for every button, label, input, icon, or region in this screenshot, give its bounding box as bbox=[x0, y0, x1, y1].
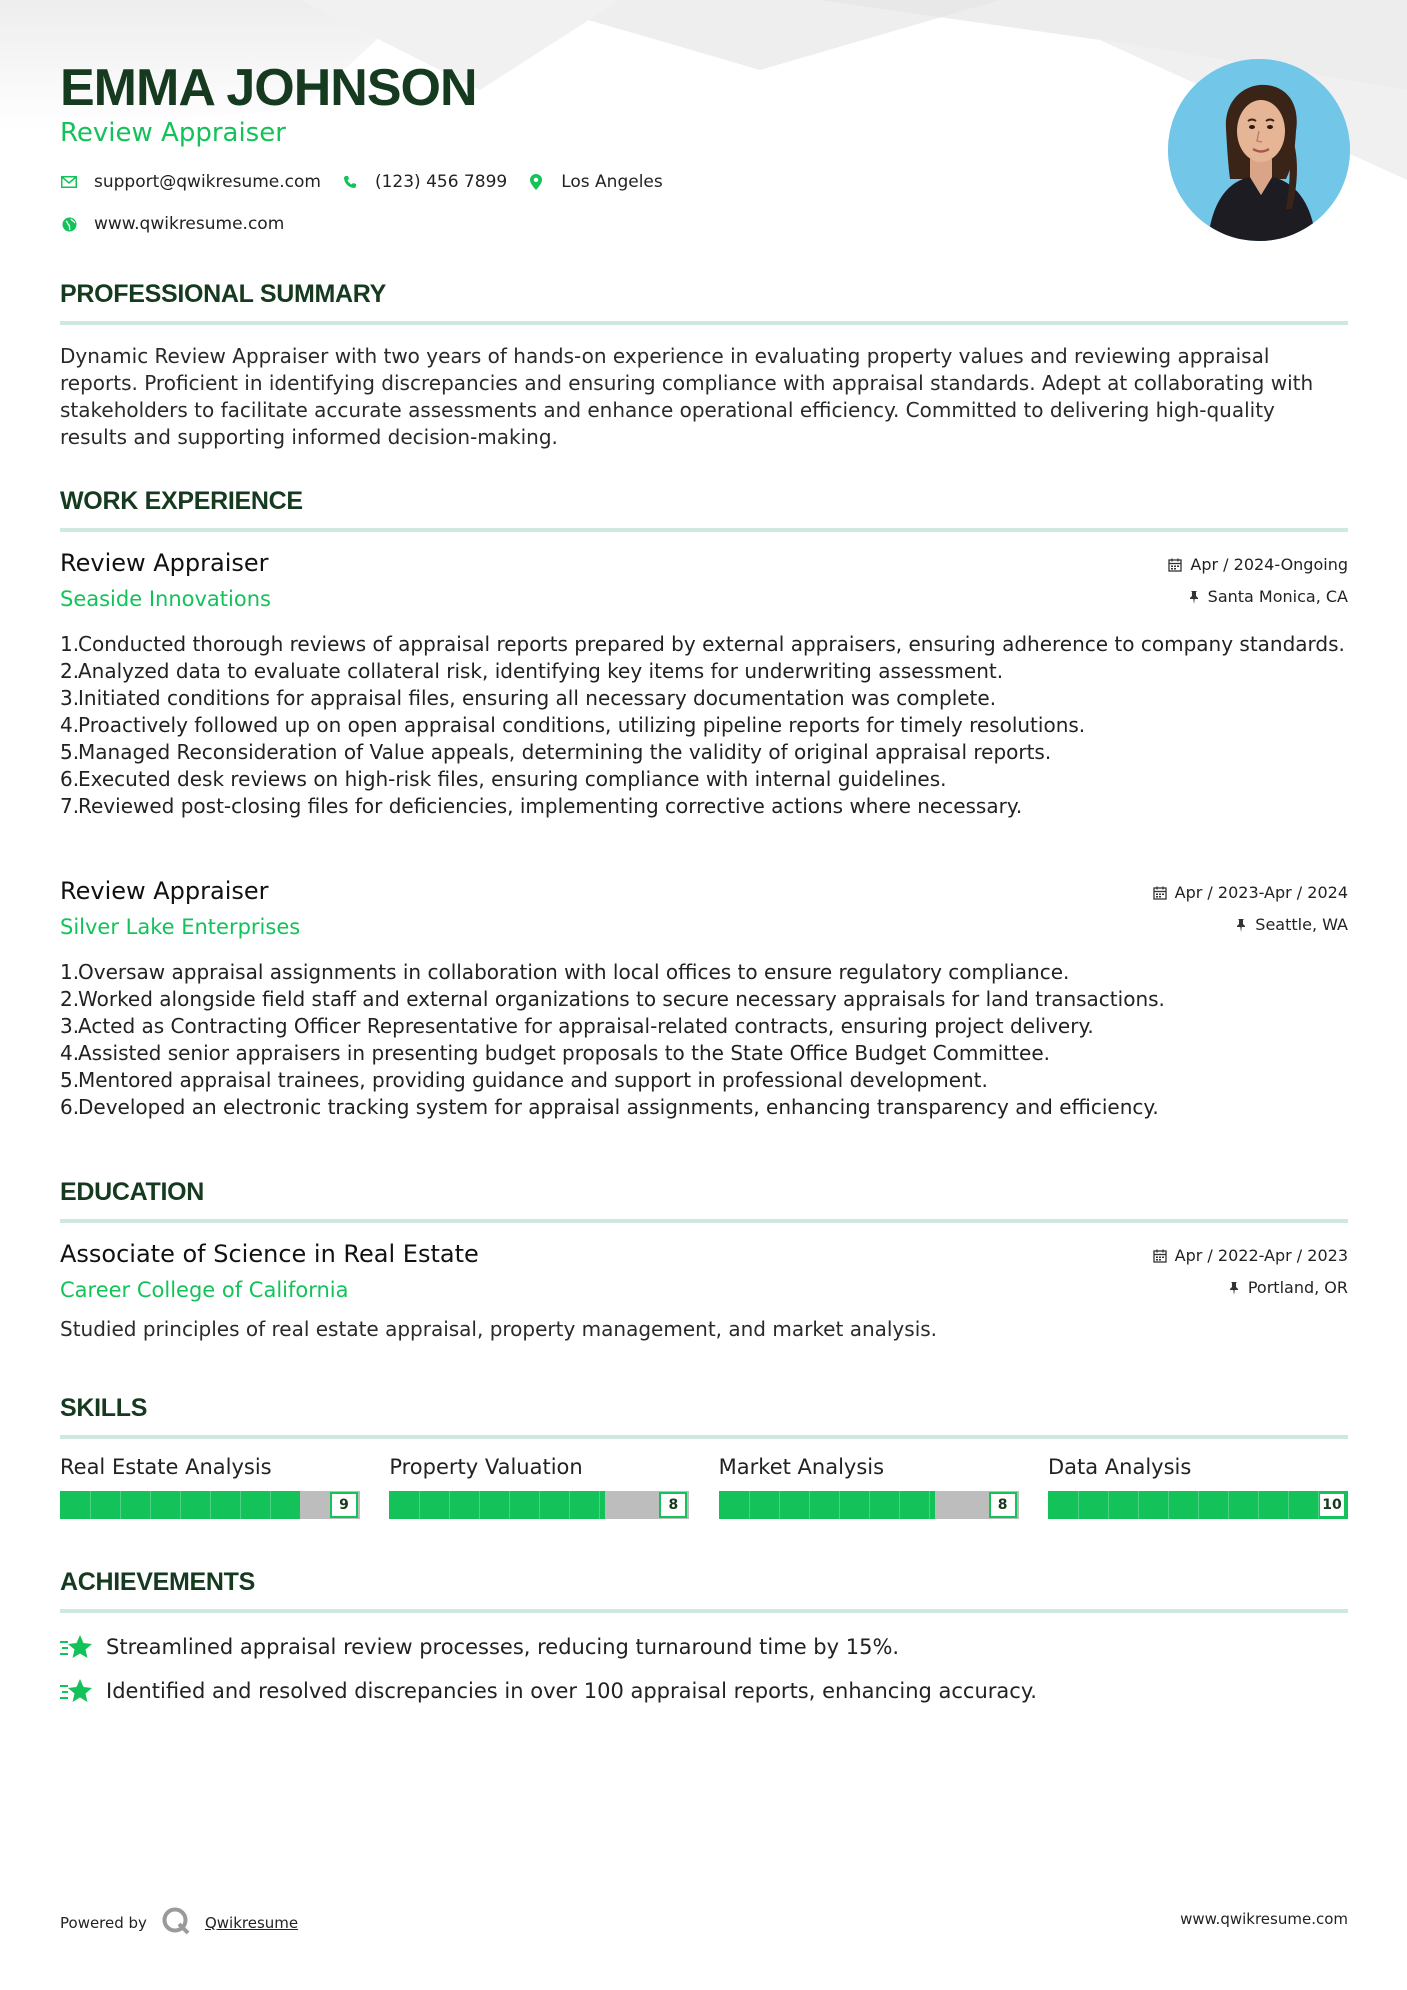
skill-score: 8 bbox=[659, 1492, 687, 1518]
job-bullets bbox=[60, 959, 1348, 1121]
qwikresume-link[interactable]: Qwikresume bbox=[204, 1914, 299, 1932]
skill-bar-segment bbox=[1108, 1491, 1109, 1519]
achievement-text: Identified and resolved discrepancies in over 100 appraisal reports, enhancing accuracy. bbox=[106, 1679, 1037, 1703]
skill-bar-segment bbox=[90, 1491, 91, 1519]
education-date-text: Apr / 2022-Apr / 2023 bbox=[1174, 1246, 1348, 1265]
list-item: 2. Worked alongside field staff and external organizations to secure necessary appraisals for land transactions. bbox=[60, 987, 1165, 1011]
skill-score: 9 bbox=[330, 1492, 358, 1518]
degree-title: Associate of Science in Real Estate bbox=[60, 1240, 479, 1268]
achievements-section bbox=[60, 1568, 1348, 1713]
job-date-text: Apr / 2023-Apr / 2024 bbox=[1174, 883, 1348, 902]
list-item: 6. Developed an electronic tracking system for appraisal assignments, enhancing transparency and efficiency. bbox=[60, 1095, 1159, 1119]
skill-name: Data Analysis bbox=[1047, 1455, 1192, 1479]
skill-bar-segment bbox=[929, 1491, 930, 1519]
job-location bbox=[1235, 915, 1348, 934]
skill-bar-segment bbox=[1168, 1491, 1169, 1519]
skill-bar-segment bbox=[210, 1491, 211, 1519]
skill-bar-fill bbox=[719, 1491, 935, 1519]
calendar-icon bbox=[1153, 1249, 1167, 1263]
skill-score: 8 bbox=[989, 1492, 1017, 1518]
skill-score: 10 bbox=[1318, 1492, 1346, 1518]
website-row bbox=[60, 214, 304, 234]
skill-bar-segment bbox=[1228, 1491, 1229, 1519]
skill-bar-segment bbox=[1198, 1491, 1199, 1519]
list-item: 6. Executed desk reviews on high-risk files, ensuring compliance with internal guidelines. bbox=[60, 767, 947, 791]
skill-bar-segment bbox=[419, 1491, 420, 1519]
skill-name: Real Estate Analysis bbox=[60, 1455, 272, 1479]
location-contact bbox=[527, 172, 663, 192]
list-item: 4. Proactively followed up on open appraisal conditions, utilizing pipeline reports for timely resolutions. bbox=[60, 713, 1086, 737]
pushpin-icon bbox=[1235, 918, 1247, 932]
powered-by-label: Powered by bbox=[60, 1914, 147, 1932]
job-company: Silver Lake Enterprises bbox=[60, 915, 301, 939]
list-item: 3. Acted as Contracting Officer Representative for appraisal-related contracts, ensuring project delivery. bbox=[60, 1014, 1094, 1038]
list-item: 5. Managed Reconsideration of Value appeals, determining the validity of original appraisal reports. bbox=[60, 740, 1052, 764]
skill-bar-segment bbox=[1258, 1491, 1259, 1519]
contact-row bbox=[60, 172, 683, 192]
skill-bar-segment bbox=[150, 1491, 151, 1519]
achievement-text: Streamlined appraisal review processes, reducing turnaround time by 15%. bbox=[106, 1635, 900, 1659]
education-location bbox=[1228, 1278, 1348, 1297]
list-item: 3. Initiated conditions for appraisal files, ensuring all necessary documentation was complete. bbox=[60, 686, 997, 710]
skill-bar-segment bbox=[1318, 1491, 1319, 1519]
star-icon bbox=[60, 1676, 92, 1706]
school-name: Career College of California bbox=[60, 1278, 349, 1302]
powered-by bbox=[60, 1906, 298, 1940]
globe-icon bbox=[60, 215, 78, 233]
job-company: Seaside Innovations bbox=[60, 587, 271, 611]
job-title: Review Appraiser bbox=[60, 549, 269, 577]
phone-contact[interactable] bbox=[341, 172, 507, 192]
skill-bar-segment bbox=[539, 1491, 540, 1519]
pushpin-icon bbox=[1188, 590, 1200, 604]
footer bbox=[60, 1900, 1348, 1940]
skill-bar-segment bbox=[1078, 1491, 1079, 1519]
location-text: Los Angeles bbox=[561, 172, 663, 192]
skills-section bbox=[60, 1394, 1348, 1519]
experience-section bbox=[60, 487, 1348, 532]
skill-bar-segment bbox=[120, 1491, 121, 1519]
qwikresume-logo-icon bbox=[161, 1906, 191, 1940]
skill-item bbox=[389, 1455, 689, 1519]
candidate-title: Review Appraiser bbox=[60, 118, 286, 148]
pushpin-icon bbox=[1228, 1281, 1240, 1295]
job-location bbox=[1188, 587, 1348, 606]
summary-text: Dynamic Review Appraiser with two years of hands-on experience in evaluating property values and reviewing appraisal reports. Proficient in identifying discrepancies and ensuring compliance with appraisal standards. Adept at collaborating with stakeholders to facilitate accurate assessments and enhance operational efficiency. Committed to delivering high-quality results and supporting informed decision-making. bbox=[60, 344, 1314, 449]
achievements-heading: ACHIEVEMENTS bbox=[60, 1568, 256, 1596]
education-heading: EDUCATION bbox=[60, 1178, 205, 1206]
star-icon bbox=[60, 1632, 92, 1662]
job-location-text: Santa Monica, CA bbox=[1207, 587, 1348, 606]
profile-photo bbox=[1168, 59, 1350, 241]
skill-bar-segment bbox=[1138, 1491, 1139, 1519]
candidate-name: EMMA JOHNSON bbox=[60, 59, 477, 117]
job-bullets bbox=[60, 631, 1348, 820]
summary-heading: PROFESSIONAL SUMMARY bbox=[60, 280, 386, 308]
skill-bar-segment bbox=[899, 1491, 900, 1519]
skills-list bbox=[60, 1455, 1348, 1519]
skill-bar bbox=[60, 1491, 360, 1519]
skill-bar-segment bbox=[599, 1491, 600, 1519]
section-divider bbox=[60, 321, 1348, 325]
section-divider bbox=[60, 1219, 1348, 1223]
phone-icon bbox=[341, 173, 359, 191]
calendar-icon bbox=[1168, 558, 1182, 572]
achievements-list bbox=[60, 1625, 1348, 1713]
achievement-item bbox=[60, 1669, 1348, 1713]
job-date bbox=[1168, 555, 1348, 574]
phone-text: (123) 456 7899 bbox=[374, 172, 508, 192]
website-contact[interactable] bbox=[60, 214, 284, 234]
list-item: 1. Oversaw appraisal assignments in collaboration with local offices to ensure regulatory compliance. bbox=[60, 960, 1070, 984]
skill-bar-segment bbox=[779, 1491, 780, 1519]
job-location-text: Seattle, WA bbox=[1255, 915, 1348, 934]
summary-section bbox=[60, 280, 1348, 451]
skill-item bbox=[60, 1455, 360, 1519]
email-text: support@qwikresume.com bbox=[94, 172, 321, 192]
experience-heading: WORK EXPERIENCE bbox=[60, 487, 303, 515]
skill-bar-segment bbox=[449, 1491, 450, 1519]
job-date bbox=[1153, 883, 1348, 902]
email-contact[interactable] bbox=[60, 172, 321, 192]
footer-website-link[interactable]: www.qwikresume.com bbox=[1180, 1910, 1348, 1928]
skill-bar bbox=[1048, 1491, 1348, 1519]
education-section bbox=[60, 1178, 1348, 1223]
list-item: 1. Conducted thorough reviews of appraisal reports prepared by external appraisers, ensuring adherence to company standards. bbox=[60, 632, 1345, 656]
skill-item bbox=[1048, 1455, 1348, 1519]
achievement-item bbox=[60, 1625, 1348, 1669]
skill-bar-segment bbox=[869, 1491, 870, 1519]
education-date bbox=[1153, 1246, 1348, 1265]
calendar-icon bbox=[1153, 886, 1167, 900]
list-item: 7. Reviewed post-closing files for deficiencies, implementing corrective actions where necessary. bbox=[60, 794, 1023, 818]
skill-name: Property Valuation bbox=[389, 1455, 583, 1479]
list-item: 2. Analyzed data to evaluate collateral risk, identifying key items for underwriting assessment. bbox=[60, 659, 1004, 683]
skill-bar-segment bbox=[509, 1491, 510, 1519]
education-description: Studied principles of real estate appraisal, property management, and market analysis. bbox=[60, 1317, 938, 1341]
skill-name: Market Analysis bbox=[718, 1455, 885, 1479]
envelope-icon bbox=[60, 173, 78, 191]
section-divider bbox=[60, 1435, 1348, 1439]
skill-item bbox=[719, 1455, 1019, 1519]
job-title: Review Appraiser bbox=[60, 877, 269, 905]
skill-bar-segment bbox=[569, 1491, 570, 1519]
skill-bar-segment bbox=[1288, 1491, 1289, 1519]
skill-bar-segment bbox=[180, 1491, 181, 1519]
map-pin-icon bbox=[527, 173, 545, 191]
website-text: www.qwikresume.com bbox=[94, 214, 285, 234]
skill-bar-segment bbox=[270, 1491, 271, 1519]
skill-bar-segment bbox=[749, 1491, 750, 1519]
skill-bar bbox=[389, 1491, 689, 1519]
section-divider bbox=[60, 528, 1348, 532]
education-location-text: Portland, OR bbox=[1247, 1278, 1348, 1297]
skill-bar-fill bbox=[389, 1491, 605, 1519]
skill-bar bbox=[719, 1491, 1019, 1519]
section-divider bbox=[60, 1609, 1348, 1613]
skills-heading: SKILLS bbox=[60, 1394, 148, 1422]
skill-bar-segment bbox=[479, 1491, 480, 1519]
list-item: 5. Mentored appraisal trainees, providing guidance and support in professional development. bbox=[60, 1068, 988, 1092]
skill-bar-segment bbox=[809, 1491, 810, 1519]
skill-bar-segment bbox=[839, 1491, 840, 1519]
job-date-text: Apr / 2024-Ongoing bbox=[1190, 555, 1348, 574]
skill-bar-segment bbox=[240, 1491, 241, 1519]
list-item: 4. Assisted senior appraisers in presenting budget proposals to the State Office Budget Committee. bbox=[60, 1041, 1051, 1065]
